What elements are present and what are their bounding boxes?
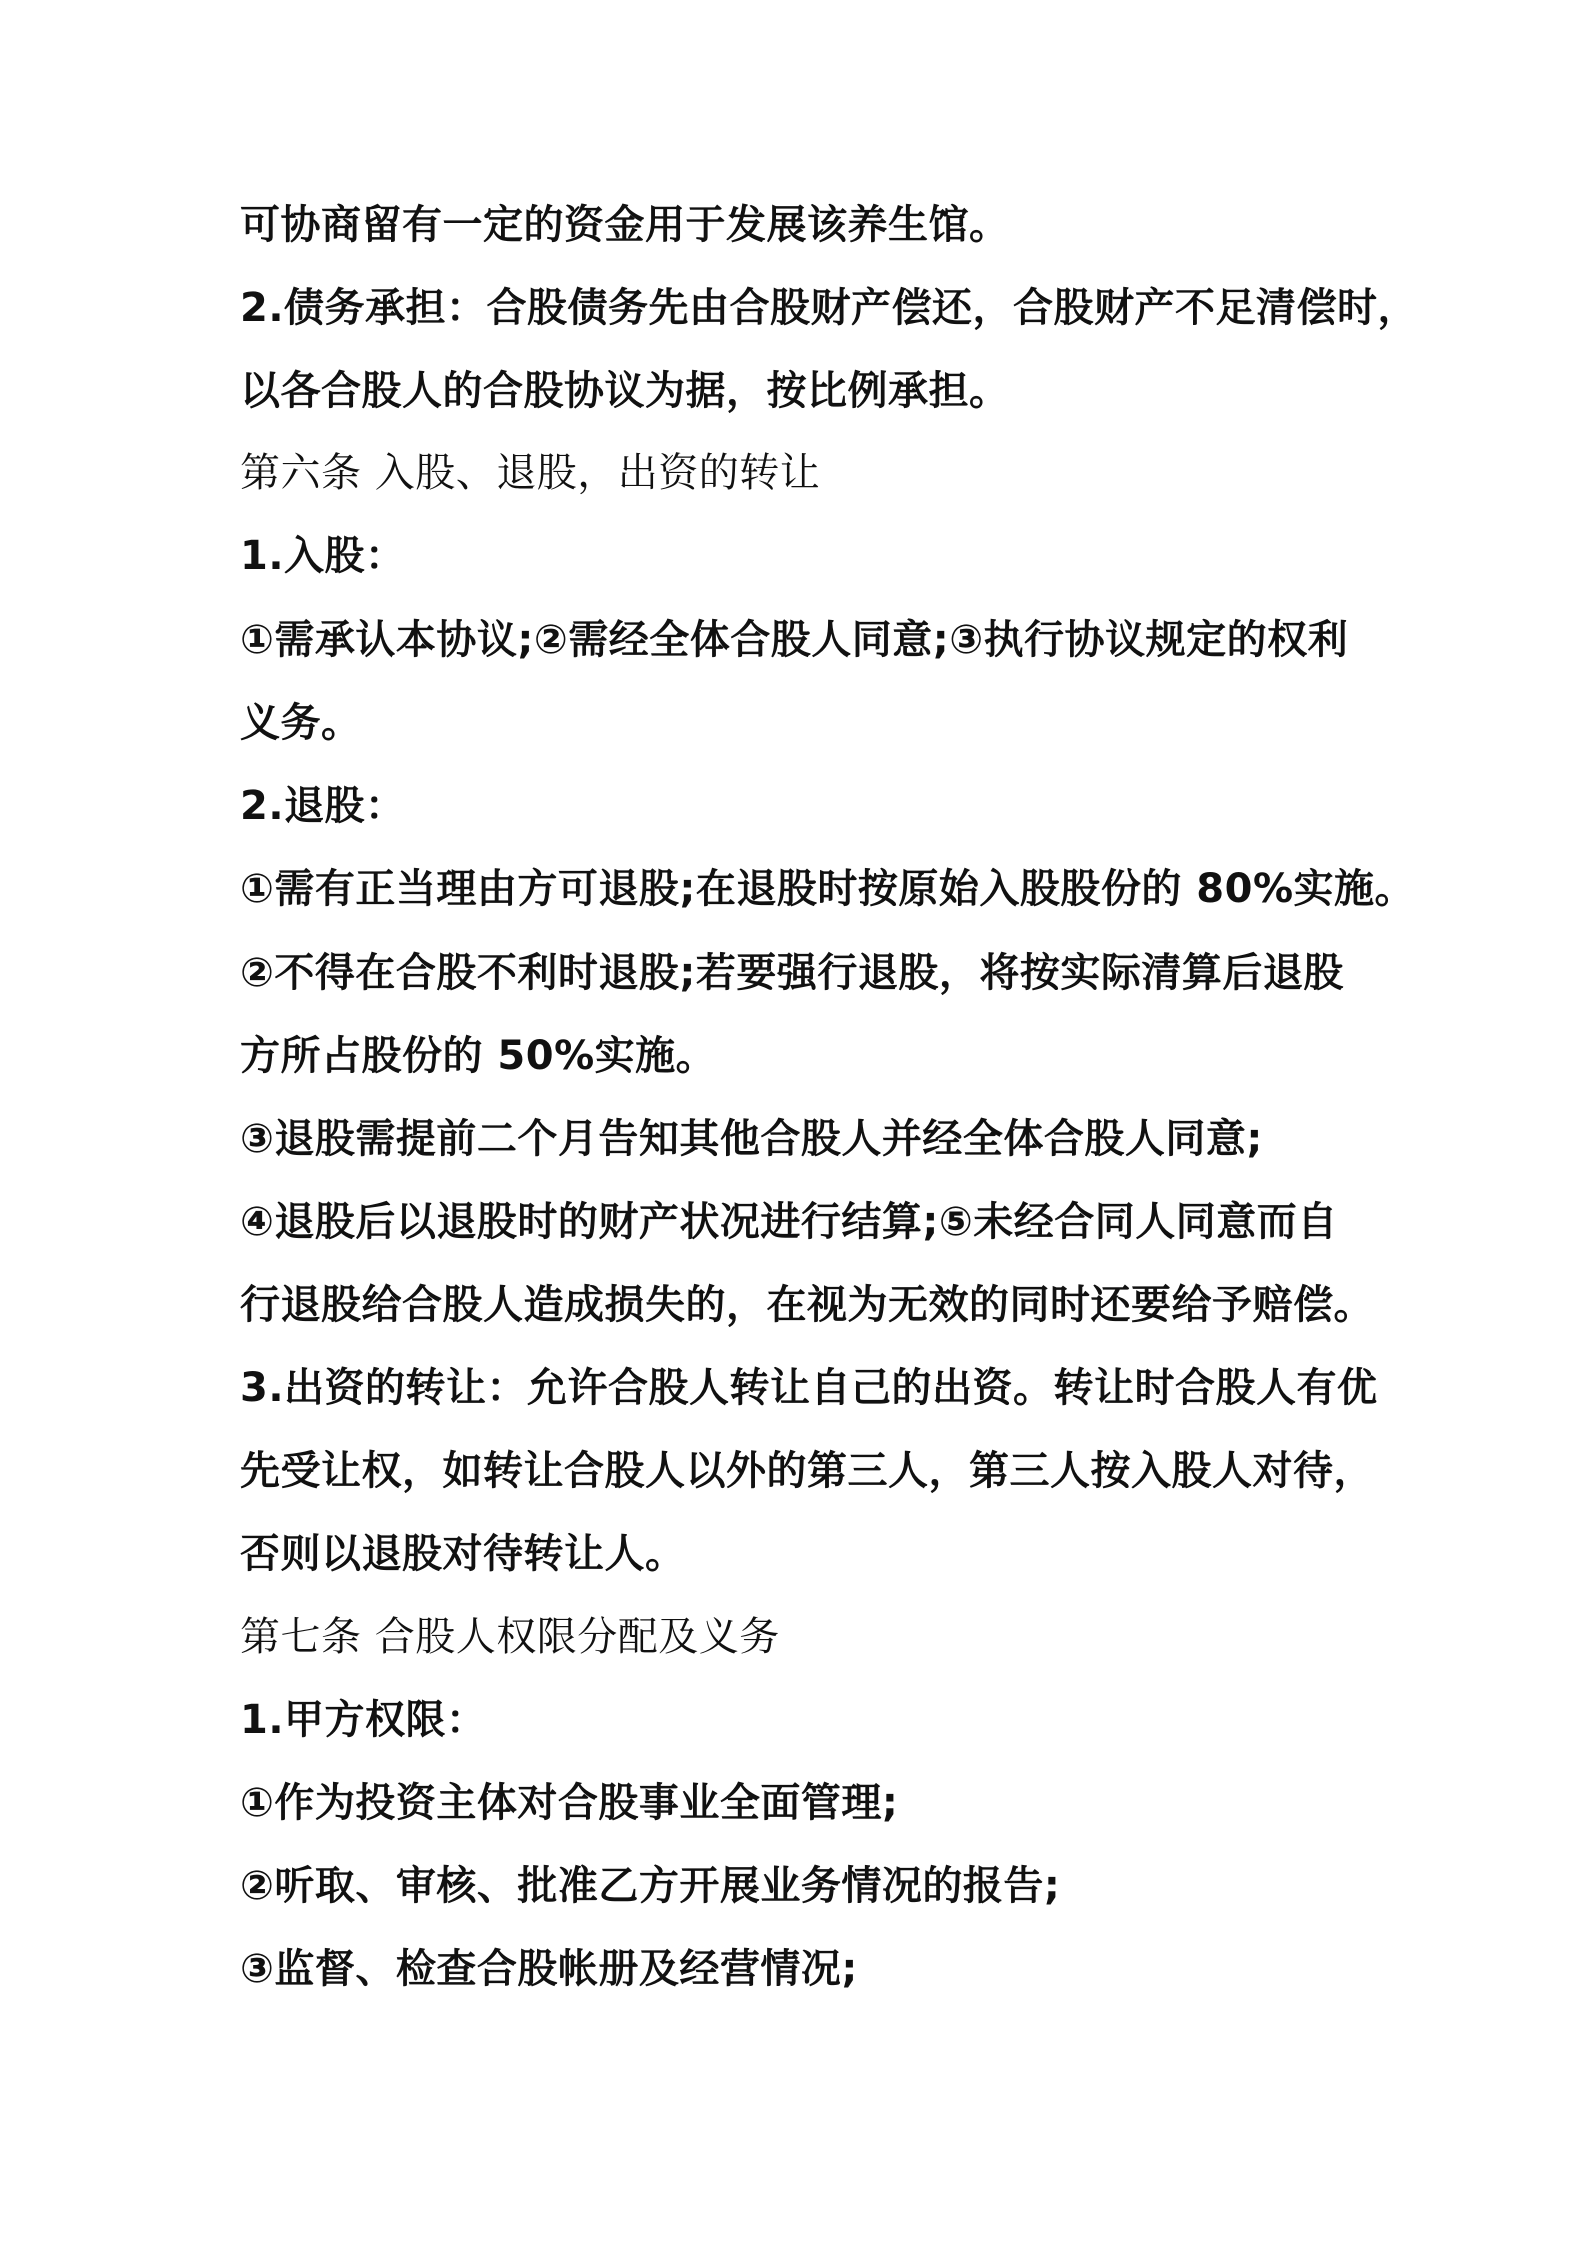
text-line-10: ②不得在合股不利时退股;若要强行退股，将按实际清算后退股 bbox=[240, 950, 1344, 996]
text-line-3: 以各合股人的合股协议为据，按比例承担。 bbox=[240, 368, 1010, 414]
text-line-11: 方所占股份的 50%实施。 bbox=[240, 1033, 717, 1079]
text-line-9: ①需有正当理由方可退股;在退股时按原始入股股份的 80%实施。 bbox=[240, 866, 1416, 912]
text-line-1: 可协商留有一定的资金用于发展该养生馆。 bbox=[240, 202, 1010, 248]
section-heading-6: 第六条 入股、退股，出资的转让 bbox=[240, 450, 821, 496]
text-line-7: 义务。 bbox=[240, 700, 362, 746]
text-line-2: 2.债务承担：合股债务先由合股财产偿还，合股财产不足清偿时， bbox=[240, 285, 1419, 331]
text-line-8: 2.退股： bbox=[240, 783, 406, 829]
text-line-16: 先受让权，如转让合股人以外的第三人，第三人按入股人对待， bbox=[240, 1448, 1374, 1494]
text-line-6: ①需承认本协议;②需经全体合股人同意;③执行协议规定的权利 bbox=[240, 617, 1349, 663]
text-line-15: 3.出资的转让：允许合股人转让自己的出资。转让时合股人有优 bbox=[240, 1365, 1378, 1411]
text-line-17: 否则以退股对待转让人。 bbox=[240, 1531, 686, 1577]
text-line-5: 1.入股： bbox=[240, 533, 406, 579]
text-line-12: ③退股需提前二个月告知其他合股人并经全体合股人同意; bbox=[240, 1116, 1263, 1162]
text-line-14: 行退股给合股人造成损失的，在视为无效的同时还要给予赔偿。 bbox=[240, 1282, 1374, 1328]
text-line-22: ③监督、检查合股帐册及经营情况; bbox=[240, 1946, 858, 1992]
section-heading-7: 第七条 合股人权限分配及义务 bbox=[240, 1614, 780, 1660]
text-line-20: ①作为投资主体对合股事业全面管理; bbox=[240, 1780, 899, 1826]
text-line-21: ②听取、审核、批准乙方开展业务情况的报告; bbox=[240, 1863, 1061, 1909]
text-line-19: 1.甲方权限： bbox=[240, 1697, 487, 1743]
text-line-13: ④退股后以退股时的财产状况进行结算;⑤未经合同人同意而自 bbox=[240, 1199, 1338, 1245]
